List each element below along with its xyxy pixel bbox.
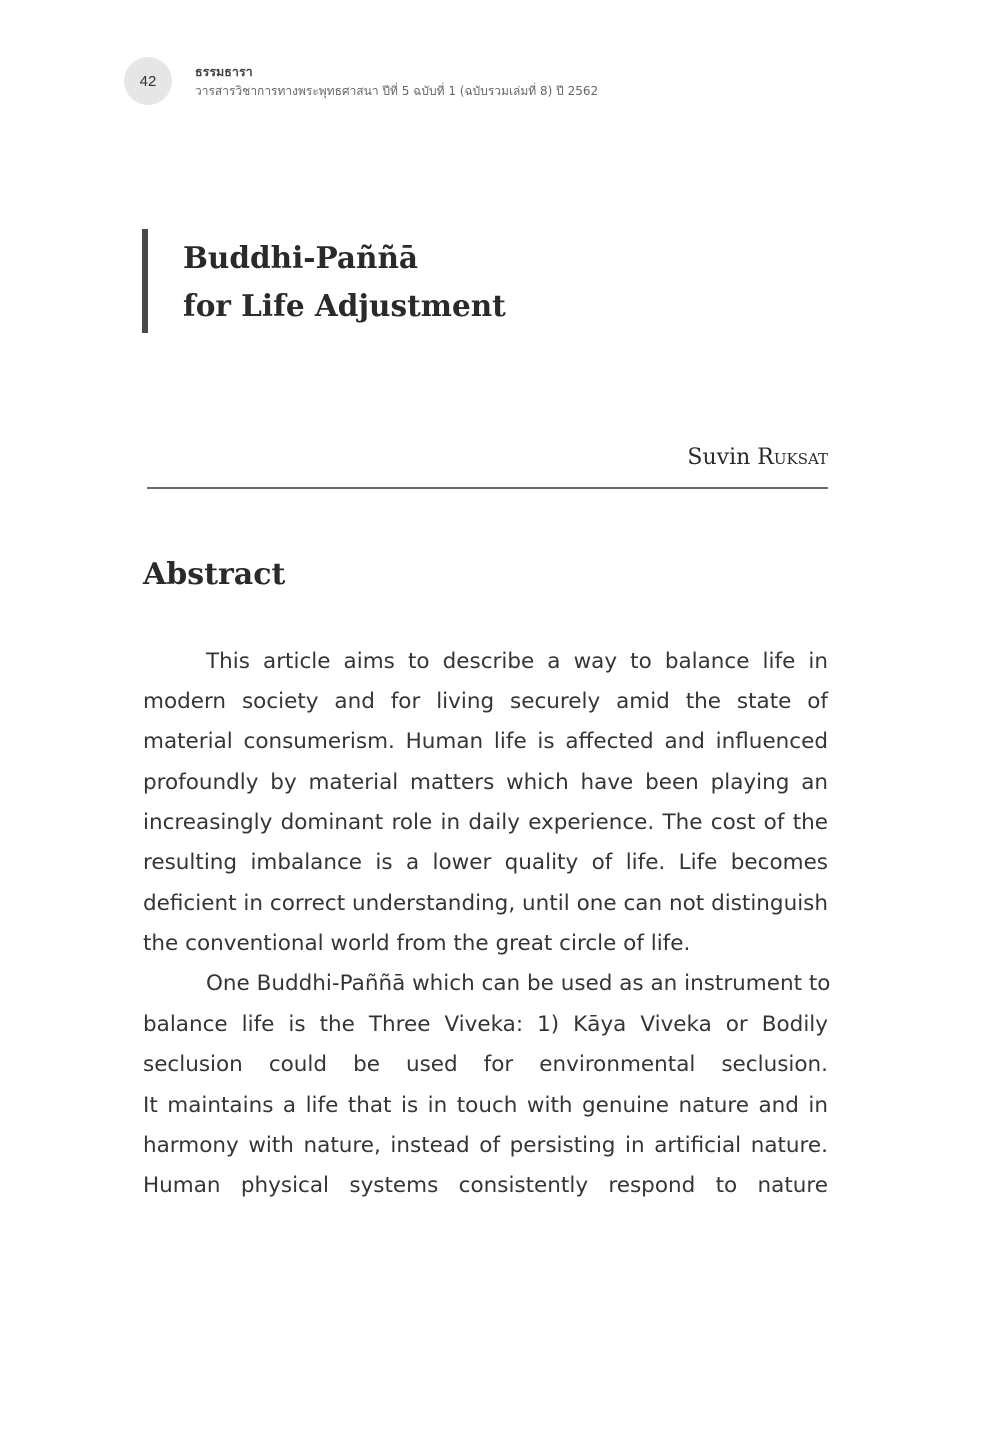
journal-name: ธรรมธารา [195,64,253,79]
abstract-line: material consumerism. Human life is affected and influenced [143,729,828,754]
author-first-name: Suvin [687,445,751,470]
article-title [183,234,506,330]
abstract-line: increasingly dominant role in daily experience. The cost of the [143,810,828,835]
abstract-line: the conventional world from the great circle of life. [143,931,691,956]
author-last-name: Ruksat [757,445,828,470]
author-name [687,445,828,470]
abstract-line: modern society and for living securely amid the state of [143,689,828,714]
abstract-line: profoundly by material matters which have been playing an [143,770,828,795]
abstract-line: harmony with nature, instead of persisting in artificial nature. [143,1133,828,1158]
abstract-heading: Abstract [143,557,286,592]
page-number: 42 [124,57,172,105]
author-divider [147,487,828,489]
running-header [195,64,598,100]
abstract-line: balance life is the Three Viveka: 1) Kāya Viveka or Bodily [143,1012,828,1037]
title-line-1: Buddhi-Paññā [183,240,419,275]
abstract-line: deficient in correct understanding, until one can not distinguish [143,891,828,916]
title-line-2: for Life Adjustment [183,288,506,323]
abstract-line: One Buddhi-Paññā which can be used as an instrument to [206,971,831,996]
abstract-line: seclusion could be used for environmental seclusion. [143,1052,828,1077]
abstract-line: This article aims to describe a way to balance life in [206,649,828,674]
abstract-line: resulting imbalance is a lower quality of life. Life becomes [143,850,828,875]
abstract-line: Human physical systems consistently respond to nature [143,1173,828,1198]
title-accent-bar [142,229,148,333]
journal-issue: วารสารวิชาการทางพระพุทธศาสนา ปีที่ 5 ฉบับที่ 1 (ฉบับรวมเล่มที่ 8) ปี 2562 [195,84,599,98]
abstract-line: It maintains a life that is in touch with genuine nature and in [143,1093,828,1118]
